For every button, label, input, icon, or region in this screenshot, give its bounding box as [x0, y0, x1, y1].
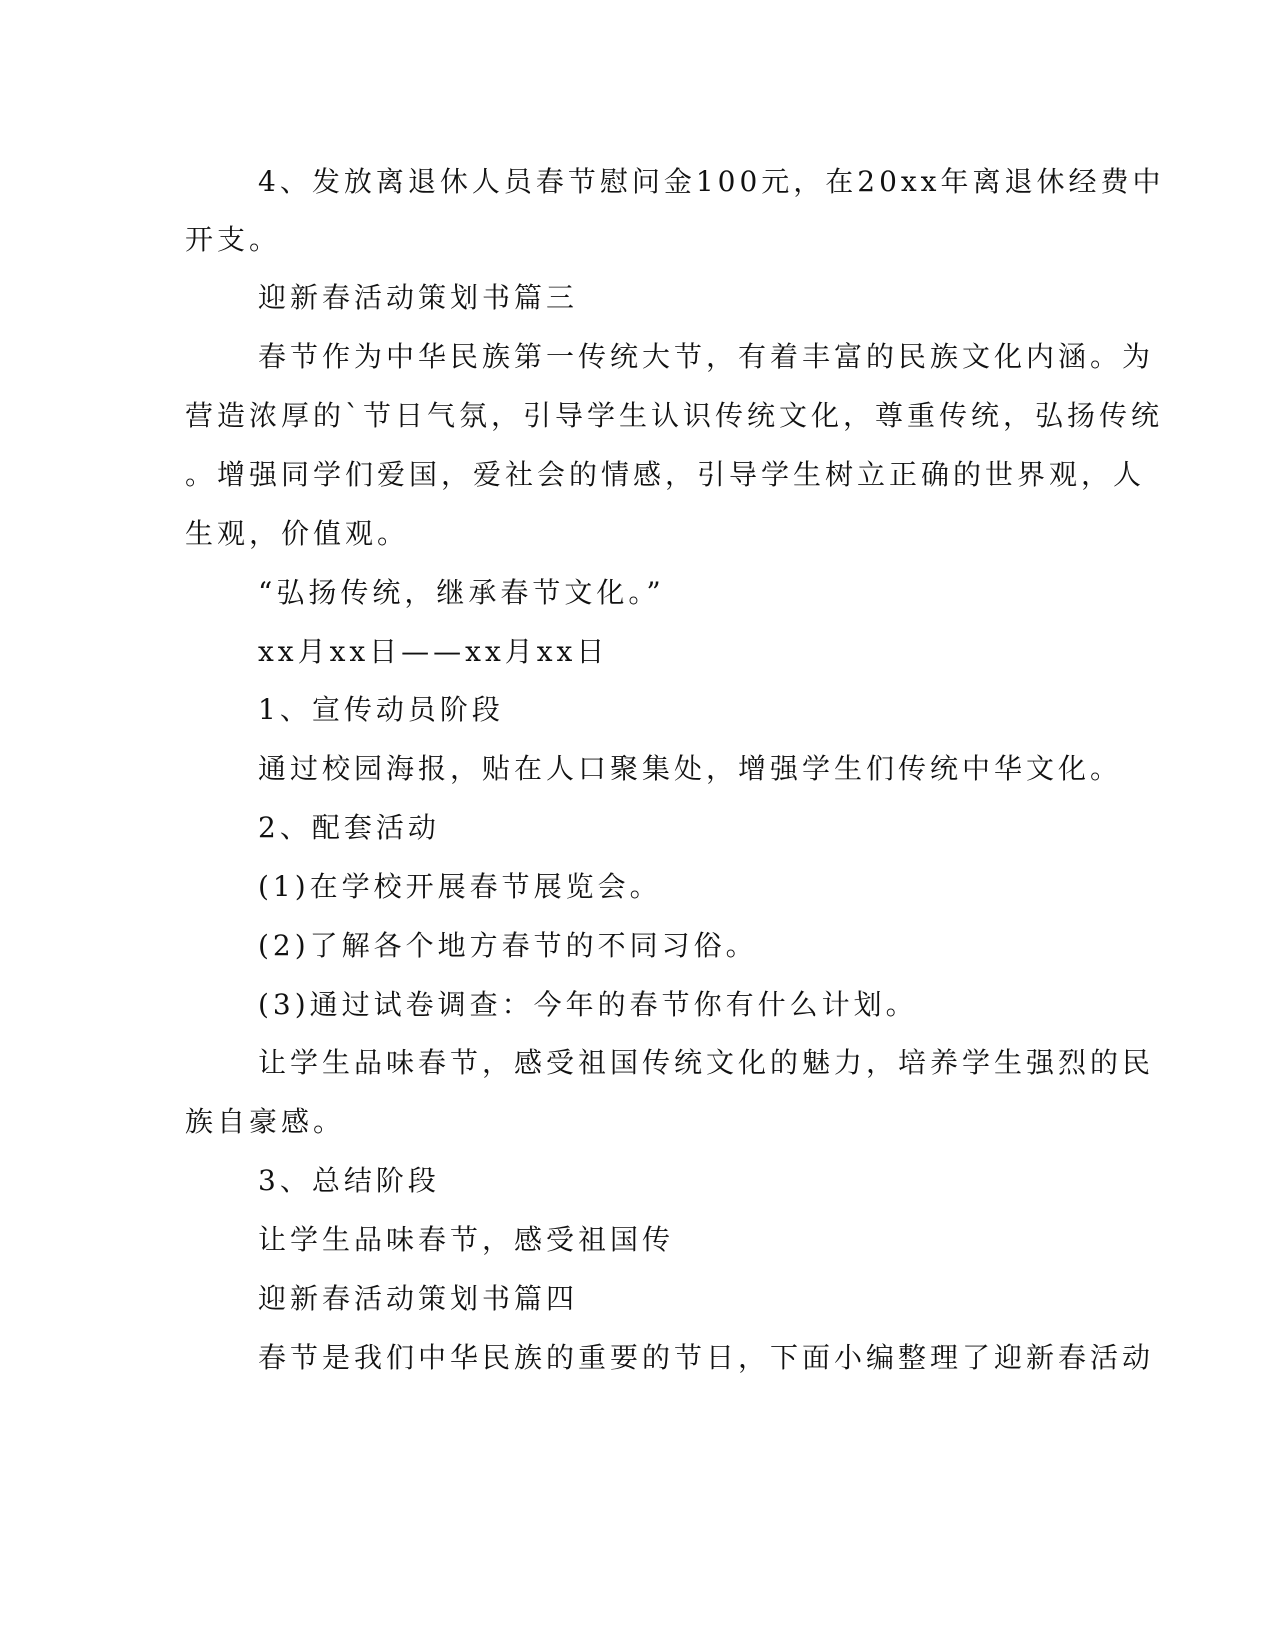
stage-heading: 1、宣传动员阶段 [258, 693, 504, 726]
paragraph-line: 让学生品味春节，感受祖国传 [258, 1223, 675, 1256]
paragraph-line: 营造浓厚的`节日气氛，引导学生认识传统文化，尊重传统，弘扬传统 [185, 399, 1164, 432]
paragraph-line: 族自豪感。 [185, 1105, 346, 1138]
section-heading: 迎新春活动策划书篇四 [258, 1282, 579, 1315]
section-heading: 迎新春活动策划书篇三 [258, 281, 579, 314]
list-item: (2)了解各个地方春节的不同习俗。 [258, 929, 758, 962]
paragraph-line: 生观，价值观。 [185, 517, 410, 550]
date-range-line: xx月xx日——xx月xx日 [258, 635, 609, 668]
paragraph-line: 通过校园海报，贴在人口聚集处，增强学生们传统中华文化。 [258, 752, 1123, 785]
paragraph-line: 春节作为中华民族第一传统大节，有着丰富的民族文化内涵。为 [258, 340, 1155, 373]
paragraph-line: 让学生品味春节，感受祖国传统文化的魅力，培养学生强烈的民 [258, 1046, 1155, 1079]
paragraph-line: 。增强同学们爱国，爱社会的情感，引导学生树立正确的世界观，人 [185, 458, 1146, 491]
slogan-line: “弘扬传统，继承春节文化。” [258, 576, 665, 609]
stage-heading: 3、总结阶段 [258, 1164, 440, 1197]
paragraph-line: 春节是我们中华民族的重要的节日，下面小编整理了迎新春活动 [258, 1341, 1155, 1374]
paragraph-line: 开支。 [185, 223, 282, 256]
list-item: (1)在学校开展春节展览会。 [258, 870, 662, 903]
paragraph-line: 4、发放离退休人员春节慰问金100元，在20xx年离退休经费中 [258, 165, 1165, 198]
stage-heading: 2、配套活动 [258, 811, 440, 844]
list-item: (3)通过试卷调查：今年的春节你有什么计划。 [258, 988, 918, 1021]
